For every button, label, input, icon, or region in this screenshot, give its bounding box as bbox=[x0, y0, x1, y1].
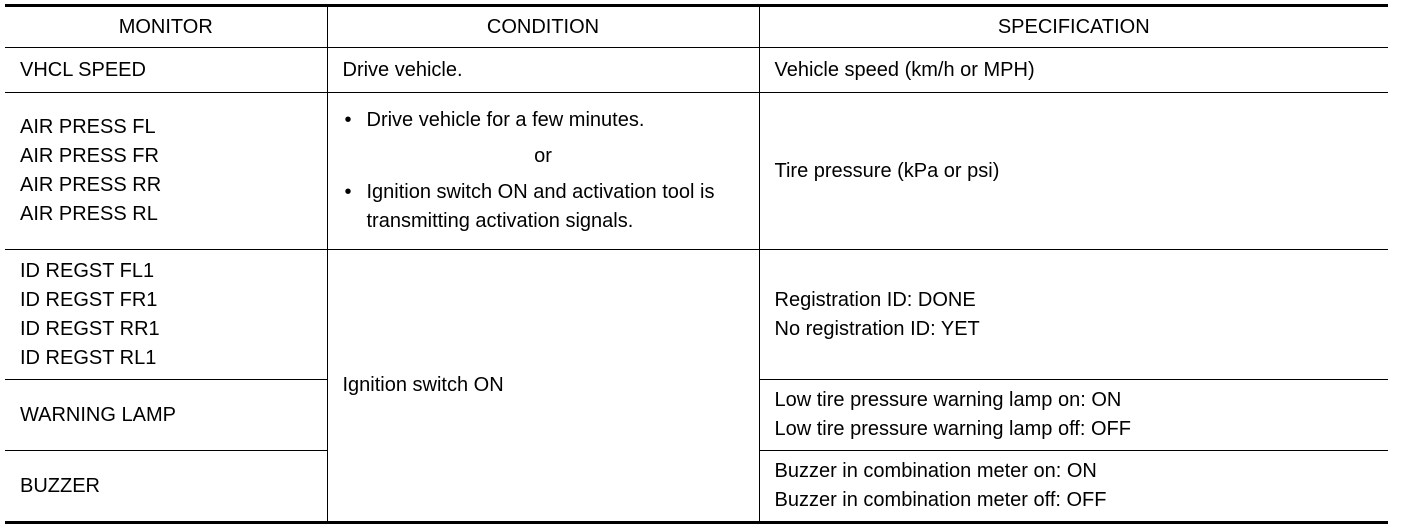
spec-cell-warning-lamp bbox=[759, 380, 1388, 451]
monitor-item-id-regst-fl1: ID REGST FL1 bbox=[20, 259, 155, 282]
condition-option-drive-text: Drive vehicle for a few minutes. bbox=[366, 109, 645, 131]
condition-option-drive bbox=[343, 106, 744, 135]
monitor-cell-id-regst bbox=[5, 250, 327, 380]
condition-or-separator: or bbox=[534, 145, 552, 167]
monitor-item-air-press-fr: AIR PRESS FR bbox=[20, 145, 159, 167]
bullet-icon: • bbox=[344, 181, 352, 203]
spec-item-buzzer-off: Buzzer in combination meter off: OFF bbox=[774, 489, 1107, 511]
spec-cell-air-press: Tire pressure (kPa or psi) bbox=[759, 93, 1388, 250]
header-specification: SPECIFICATION bbox=[759, 6, 1388, 48]
monitor-item-air-press-rl: AIR PRESS RL bbox=[20, 203, 158, 225]
header-monitor: MONITOR bbox=[5, 6, 327, 48]
spec-item-lamp-off: Low tire pressure warning lamp off: OFF bbox=[774, 418, 1131, 440]
monitor-cell-buzzer: BUZZER bbox=[5, 451, 327, 523]
monitor-item-id-regst-rr1: ID REGST RR1 bbox=[20, 317, 160, 340]
bullet-icon: • bbox=[344, 109, 352, 131]
monitor-cell-vhcl-speed: VHCL SPEED bbox=[5, 48, 327, 93]
condition-cell-air-press bbox=[327, 93, 759, 250]
spec-item-registration-yet: No registration ID: YET bbox=[774, 317, 980, 340]
spec-item-buzzer-on: Buzzer in combination meter on: ON bbox=[774, 460, 1097, 482]
monitor-cell-air-press bbox=[5, 93, 327, 250]
spec-item-lamp-on: Low tire pressure warning lamp on: ON bbox=[774, 389, 1122, 411]
table-row-vhcl-speed bbox=[5, 48, 1388, 93]
condition-option-activation-tool bbox=[343, 178, 744, 236]
spec-cell-vhcl-speed: Vehicle speed (km/h or MPH) bbox=[759, 48, 1388, 93]
header-condition: CONDITION bbox=[327, 6, 759, 48]
table-header-row bbox=[5, 6, 1388, 48]
monitor-item-id-regst-fr1: ID REGST FR1 bbox=[20, 288, 158, 311]
monitor-specification-table bbox=[5, 4, 1388, 524]
table-row-air-press bbox=[5, 93, 1388, 250]
condition-option-activation-tool-text: Ignition switch ON and activation tool is transmitting activation signals. bbox=[366, 181, 715, 232]
condition-cell-vhcl-speed: Drive vehicle. bbox=[327, 48, 759, 93]
spec-item-registration-done: Registration ID: DONE bbox=[774, 288, 976, 311]
monitor-cell-warning-lamp: WARNING LAMP bbox=[5, 380, 327, 451]
monitor-item-air-press-rr: AIR PRESS RR bbox=[20, 174, 162, 196]
table-row-id-regst bbox=[5, 250, 1388, 380]
spec-cell-id-regst bbox=[759, 250, 1388, 380]
monitor-item-id-regst-rl1: ID REGST RL1 bbox=[20, 346, 157, 369]
spec-cell-buzzer bbox=[759, 451, 1388, 523]
monitor-item-air-press-fl: AIR PRESS FL bbox=[20, 116, 156, 138]
condition-cell-ignition-on: Ignition switch ON bbox=[327, 250, 759, 523]
